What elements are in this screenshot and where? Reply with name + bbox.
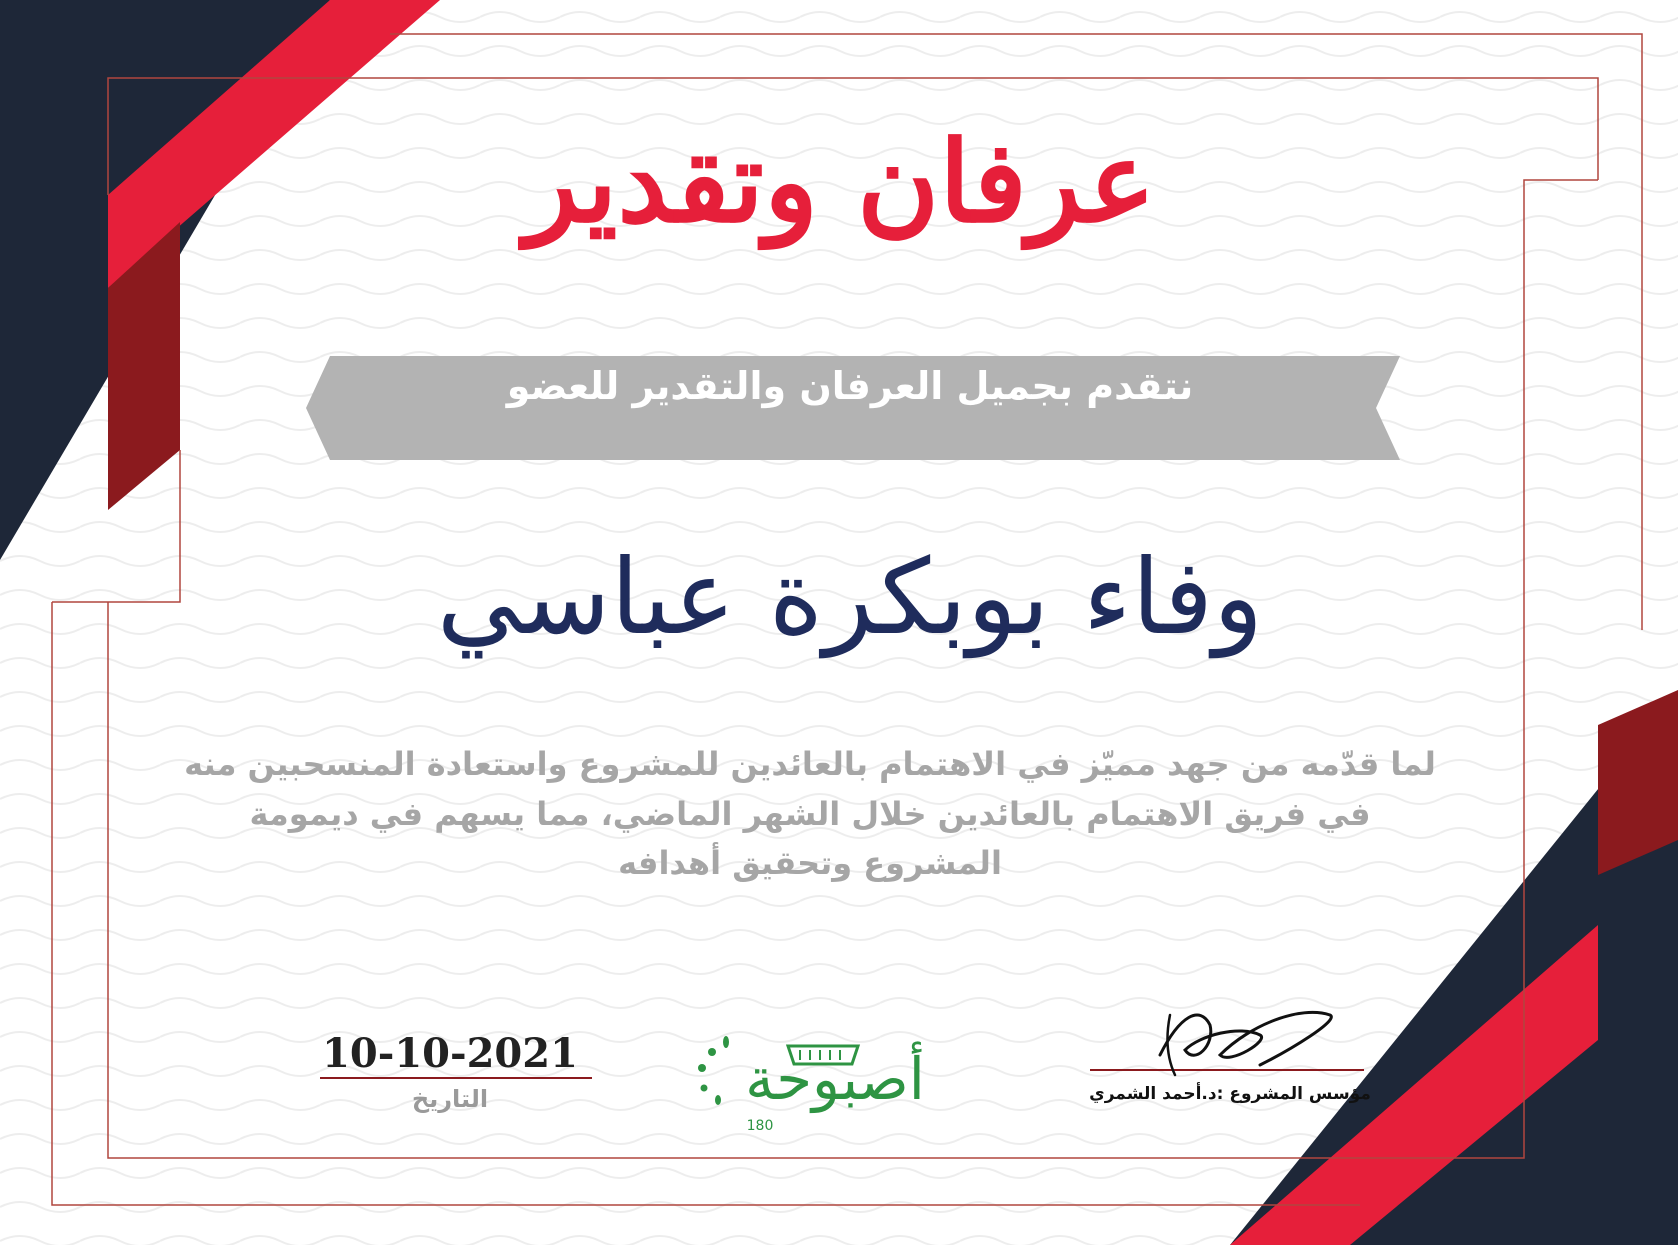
recipient-name: وفاء بوبكرة عباسي <box>436 536 1264 658</box>
date-label: التاريخ <box>411 1085 489 1113</box>
founder-line: مؤسس المشروع :د.أحمد الشمري <box>1089 1084 1371 1104</box>
certificate-subtitle: نتقدم بجميل العرفان والتقدير للعضو <box>506 364 1194 408</box>
date-value: 10-10-2021 <box>322 1030 578 1077</box>
logo-number: 180 <box>746 1118 774 1134</box>
certificate-title: عرفان وتقدير <box>524 117 1156 248</box>
signature-icon <box>1140 995 1340 1080</box>
logo-text: أصبوحة <box>745 1045 925 1113</box>
certificate-body: لما قدّمه من جهد مميّز في الاهتمام بالعائدين للمشروع واستعادة المنسحبين منه في فريق الاهتمام بالعائدين خلال الشهر الماضي، مما يسهم في ديمومة المشروع وتحقيق أهدافه <box>184 745 1436 883</box>
